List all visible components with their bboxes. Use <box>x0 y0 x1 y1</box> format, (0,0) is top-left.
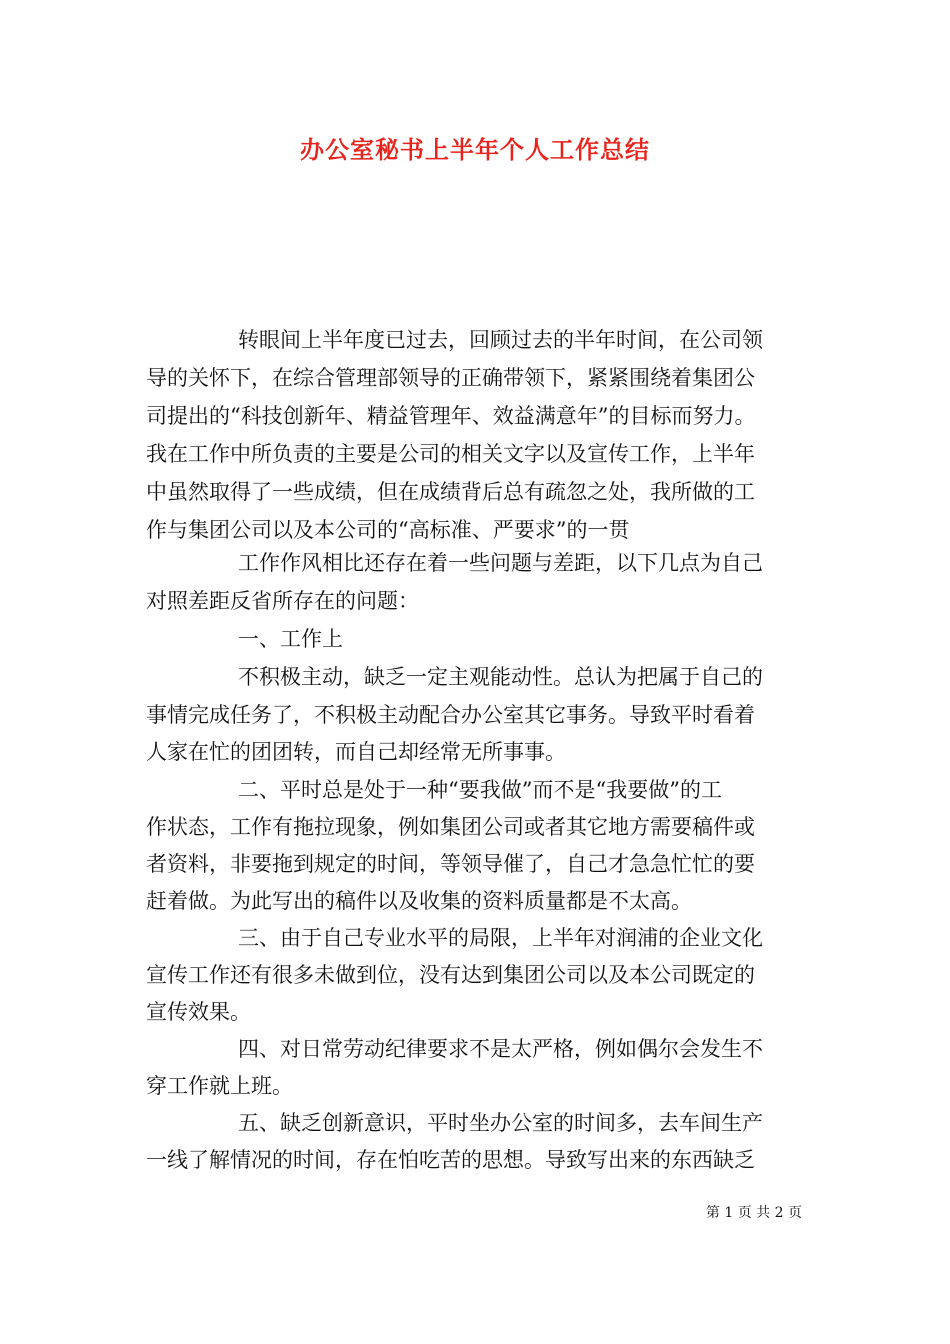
document-title: 办公室秘书上半年个人工作总结 <box>300 135 650 164</box>
body-line: 司提出的“科技创新年、精益管理年、效益满意年”的目标而努力。 <box>146 404 756 428</box>
body-line: 不积极主动，缺乏一定主观能动性。总认为把属于自己的 <box>238 665 763 689</box>
body-line: 作与集团公司以及本公司的“高标准、严要求”的一贯 <box>146 518 630 542</box>
body-line: 赶着做。为此写出的稿件以及收集的资料质量都是不太高。 <box>146 889 692 913</box>
body-line: 我在工作中所负责的主要是公司的相关文字以及宣传工作，上半年 <box>146 442 755 466</box>
body-line: 人家在忙的团团转，而自己却经常无所事事。 <box>146 740 566 764</box>
body-line: 二、平时总是处于一种“要我做”而不是“我要做”的工 <box>238 778 722 802</box>
body-line: 作状态，工作有拖拉现象，例如集团公司或者其它地方需要稿件或 <box>146 815 755 839</box>
page-number: 第 1 页 共 2 页 <box>705 1205 802 1221</box>
body-line: 者资料，非要拖到规定的时间，等领导催了，自己才急急忙忙的要 <box>146 852 755 876</box>
body-line: 对照差距反省所存在的问题： <box>146 589 419 613</box>
section-heading: 一、工作上 <box>238 627 343 651</box>
body-line: 宣传工作还有很多未做到位，没有达到集团公司以及本公司既定的 <box>146 963 755 987</box>
body-line: 穿工作就上班。 <box>146 1074 293 1098</box>
body-line: 三、由于自己专业水平的局限，上半年对润浦的企业文化 <box>238 926 763 950</box>
body-line: 工作作风相比还存在着一些问题与差距，以下几点为自己 <box>238 551 763 575</box>
body-line: 四、对日常劳动纪律要求不是太严格，例如偶尔会发生不 <box>238 1037 763 1061</box>
body-line: 转眼间上半年度已过去，回顾过去的半年时间，在公司领 <box>238 328 763 352</box>
body-line: 五、缺乏创新意识，平时坐办公室的时间多，去车间生产 <box>238 1111 763 1135</box>
body-line: 事情完成任务了，不积极主动配合办公室其它事务。导致平时看着 <box>146 703 755 727</box>
body-line: 中虽然取得了一些成绩，但在成绩背后总有疏忽之处，我所做的工 <box>146 480 755 504</box>
body-line: 导的关怀下，在综合管理部领导的正确带领下，紧紧围绕着集团公 <box>146 366 755 390</box>
body-line: 宣传效果。 <box>146 1000 251 1024</box>
body-line: 一线了解情况的时间，存在怕吃苦的思想。导致写出来的东西缺乏 <box>146 1148 755 1172</box>
